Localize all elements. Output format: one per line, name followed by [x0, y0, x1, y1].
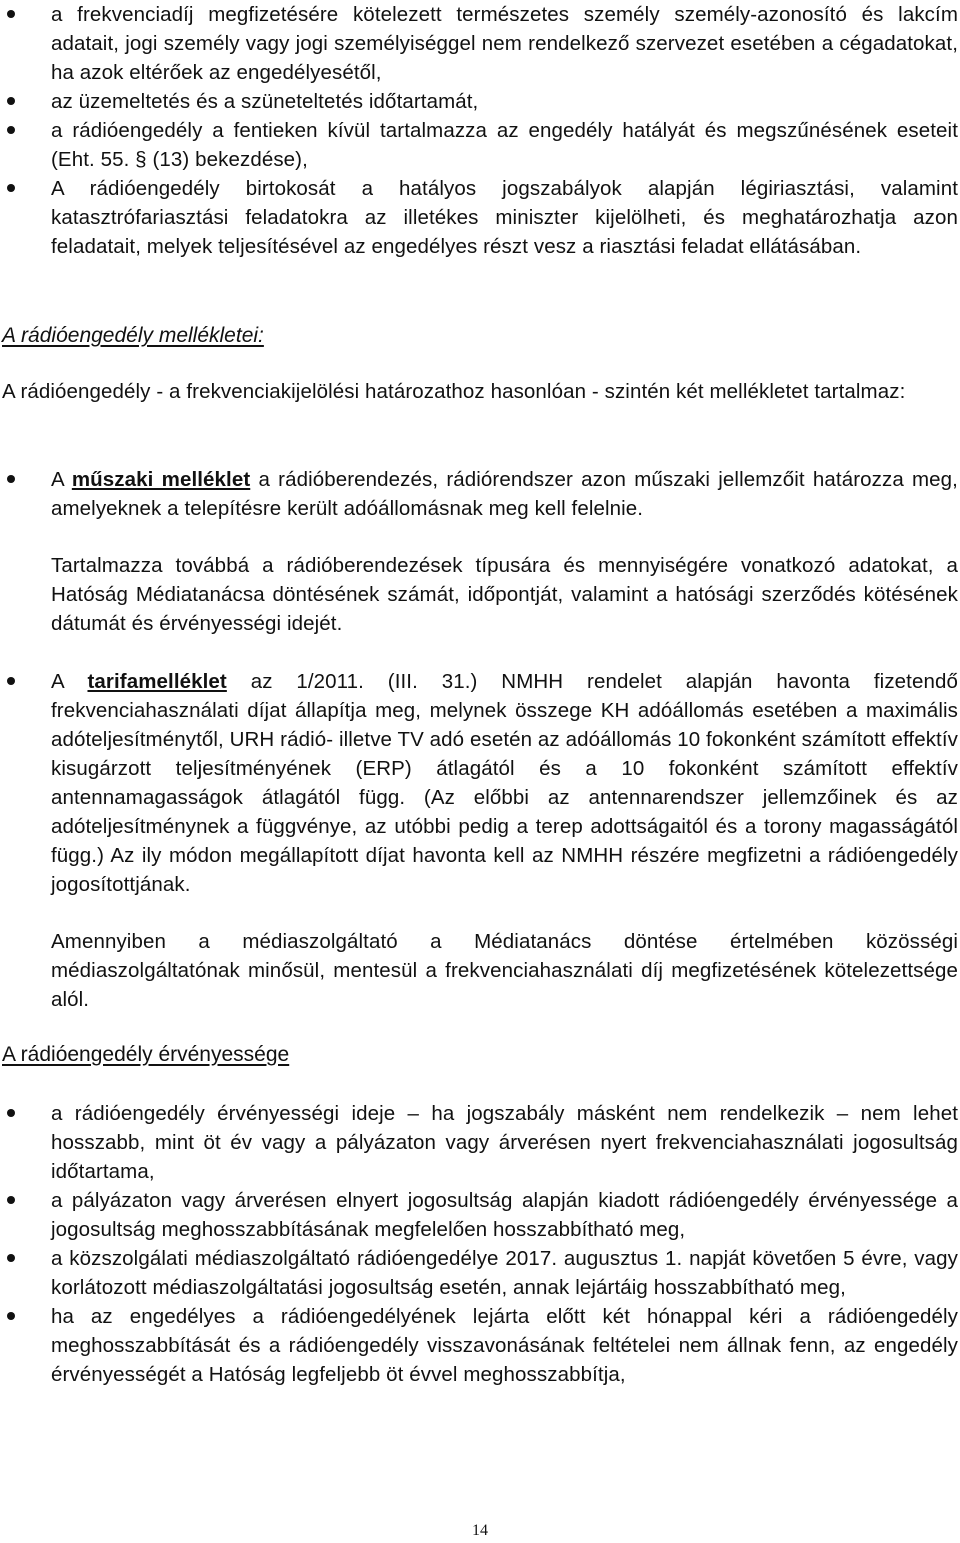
technical-annex — [2, 465, 958, 638]
validity-bullet-list — [2, 1099, 958, 1389]
list-item — [2, 1302, 958, 1389]
bullet-icon — [7, 475, 15, 483]
technical-follow: Tartalmazza továbbá a rádióberendezések típusára és mennyiségére vonatkozó adatokat, a Hatóság Médiatanácsa döntésének számát, időpontját, valamint a hatósági szerződés kötésének dátumát és érvényességi idejét. — [51, 554, 958, 635]
list-item-text: a pályázaton vagy árverésen elnyert jogosultság alapján kiadott rádióengedély érvényessége a jogosultság meghosszabbításának megfelelően hosszabbítható meg, — [51, 1189, 958, 1241]
bullet-icon — [7, 1196, 15, 1204]
top-bullet-list — [2, 0, 958, 261]
annex-heading: A rádióengedély mellékletei: — [2, 324, 264, 347]
list-item — [2, 1186, 958, 1244]
tariff-annex — [2, 667, 958, 1014]
bullet-icon — [7, 184, 15, 192]
page-number: 14 — [472, 1522, 488, 1539]
tariff-follow: Amennyiben a médiaszolgáltató a Médiatanács döntése értelmében közösségi médiaszolgáltatónak minősül, mentesül a frekvenciahasználati díj megfizetésének kötelezettsége alól. — [51, 930, 958, 1011]
validity-heading: A rádióengedély érvényessége — [2, 1043, 290, 1066]
tariff-prefix: A — [51, 670, 88, 693]
list-item — [2, 465, 958, 523]
bullet-icon — [7, 1254, 15, 1262]
bullet-icon — [7, 677, 15, 685]
list-item — [2, 0, 958, 87]
bullet-icon — [7, 1312, 15, 1320]
list-item — [2, 1099, 958, 1186]
list-item-text: a rádióengedély érvényességi ideje – ha jogszabály másként nem rendelkezik – nem lehet hosszabb, mint öt év vagy a pályázaton vagy árverésen nyert frekvenciahasználati jogosultság időtartama, — [51, 1102, 958, 1183]
technical-text: a rádióberendezés, rádiórendszer azon műszaki jellemzőit határozza meg, amelyeknek a telepítésre került adóállomásnak meg kell felelnie. — [51, 468, 958, 520]
bullet-icon — [7, 10, 15, 18]
list-item-text: ha az engedélyes a rádióengedélyének lejárta előtt két hónappal kéri a rádióengedély meghosszabbítását és a rádióengedély visszavonásának feltételei nem állnak fenn, az engedély érvényességét a Hatóság legfeljebb öt évvel meghosszabbítja, — [51, 1305, 958, 1386]
list-item-text: a rádióengedély a fentieken kívül tartalmazza az engedély hatályát és megszűnésének eseteit (Eht. 55. § (13) bekezdése), — [51, 119, 958, 171]
list-item-text: a frekvenciadíj megfizetésére kötelezett természetes személy személy-azonosító és lakcím adatait, jogi személy vagy jogi személyiséggel nem rendelkező szervezet esetében a cégadatokat, ha azok eltérőek az engedélyesétől, — [51, 3, 958, 84]
bullet-icon — [7, 1109, 15, 1117]
tariff-term: tarifamelléklet — [87, 670, 227, 693]
technical-term: műszaki melléklet — [71, 468, 251, 491]
technical-prefix: A — [51, 468, 72, 491]
bullet-icon — [7, 126, 15, 134]
list-item — [2, 667, 958, 899]
annex-intro: A rádióengedély - a frekvenciakijelölési határozathoz hasonlóan - szintén két mellékletet tartalmaz: — [2, 380, 906, 403]
list-item — [2, 116, 958, 174]
list-item — [2, 87, 958, 116]
list-item — [2, 1244, 958, 1302]
list-item-text: az üzemeltetés és a szüneteltetés időtartamát, — [51, 90, 479, 113]
bullet-icon — [7, 97, 15, 105]
list-item-text: A rádióengedély birtokosát a hatályos jogszabályok alapján légiriasztási, valamint katasztrófariasztási feladatokra az illetékes miniszter kijelölheti, és meghatározhatja azon feladatait, melyek teljesítésével az engedélyes részt vesz a riasztási feladat ellátásában. — [51, 177, 958, 258]
list-item-text: a közszolgálati médiaszolgáltató rádióengedélye 2017. augusztus 1. napját követően 5 évre, vagy korlátozott médiaszolgáltatási jogosultság esetén, annak lejártáig hosszabbítható meg, — [51, 1247, 958, 1299]
tariff-text: az 1/2011. (III. 31.) NMHH rendelet alapján havonta fizetendő frekvenciahasználati díjat állapítja meg, melynek összege KH adóállomás esetében a maximális adóteljesítménytől, URH rádió- illetve TV adó esetén az adóállomás 10 fokonként számított effektív kisugárzott teljesítményének (ERP) átlagától és a 10 fokonként számított effektív antennamagasságok átlagától függ. (Az előbbi az antennarendszer jellemzőinek és az adóteljesítménynek a függvénye, az utóbbi pedig a terep adottságaitól és a torony magasságától függ.) Az ily módon megállapított díjat havonta kell az NMHH részére megfizetni a rádióengedély jogosítottjának. — [51, 670, 958, 896]
list-item — [2, 174, 958, 261]
